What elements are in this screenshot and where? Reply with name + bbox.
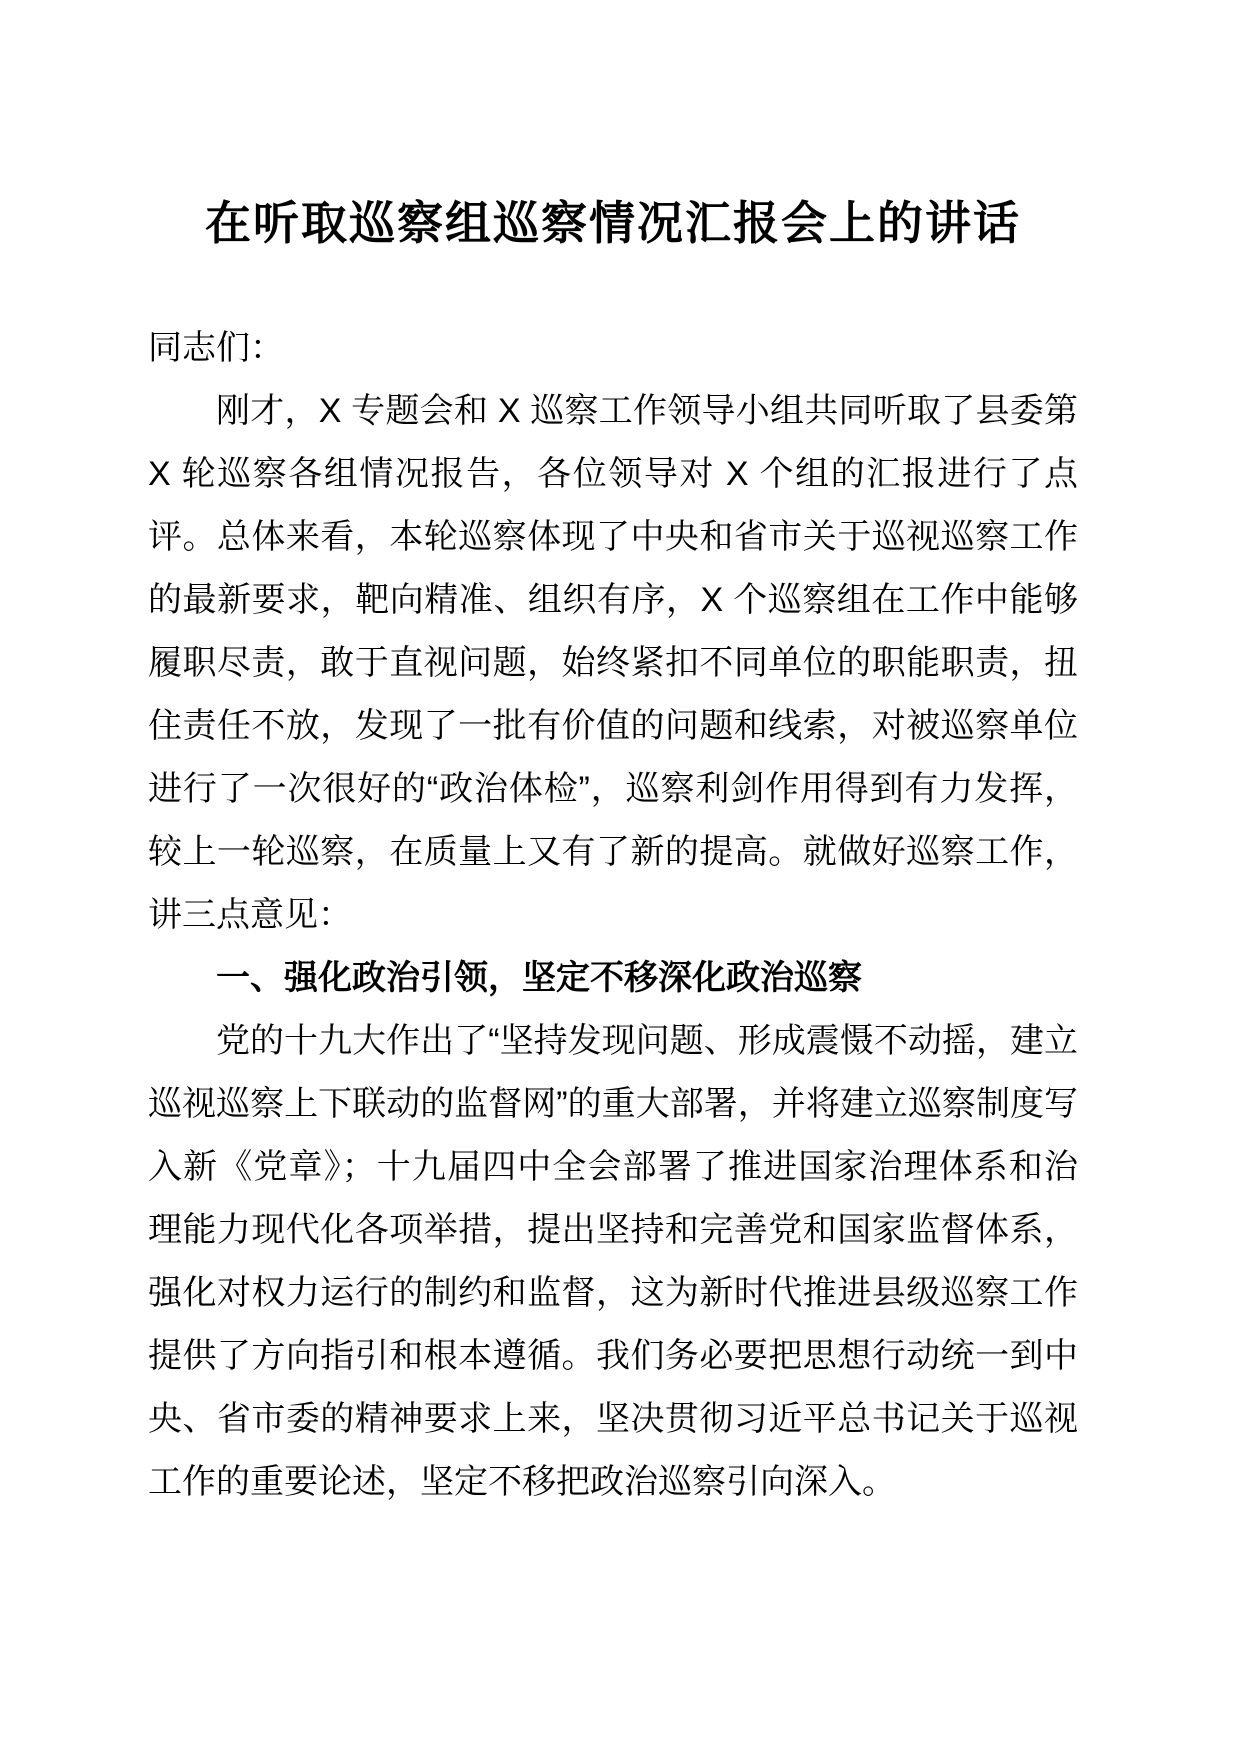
document-title: 在听取巡察组巡察情况汇报会上的讲话 xyxy=(205,197,1021,249)
section-heading-1: 一、强化政治引领，坚定不移深化政治巡察 xyxy=(216,959,862,998)
paragraph-section-1-body: 党的十九大作出了“坚持发现问题、形成震慑不动摇，建立巡视巡察上下联动的监督网”的重大部署，并将建立巡察制度写入新《党章》；十九届四中全会部署了推进国家治理体系和治理能力现代化各项举措，提出坚持和完善党和国家监督体系，强化对权力运行的制约和监督，这为新时代推进县级巡察工作提供了方向指引和根本遵循。我们务必要把思想行动统一到中央、省市委的精神要求上来，坚决贯彻习近平总书记关于巡视工作的重要论述，坚定不移把政治巡察引向深入。 xyxy=(148,1022,1078,1502)
paragraph-opening: 刚才，X 专题会和 X 巡察工作领导小组共同听取了县委第 X 轮巡察各组情况报告，各位领导对 X 个组的汇报进行了点评。总体来看，本轮巡察体现了中央和省市关于巡视巡察工作的最新要求，靶向精准、组织有序，X 个巡察组在工作中能够履职尽责，敢于直视问题，始终紧扣不同单位的职能职责，扭住责任不放，发现了一批有价值的问题和线索，对被巡察单位进行了一次很好的“政治体检”，巡察利剑作用得到有力发挥，较上一轮巡察，在质量上又有了新的提高。就做好巡察工作，讲三点意见： xyxy=(148,392,1078,935)
salutation: 同志们： xyxy=(148,329,284,368)
